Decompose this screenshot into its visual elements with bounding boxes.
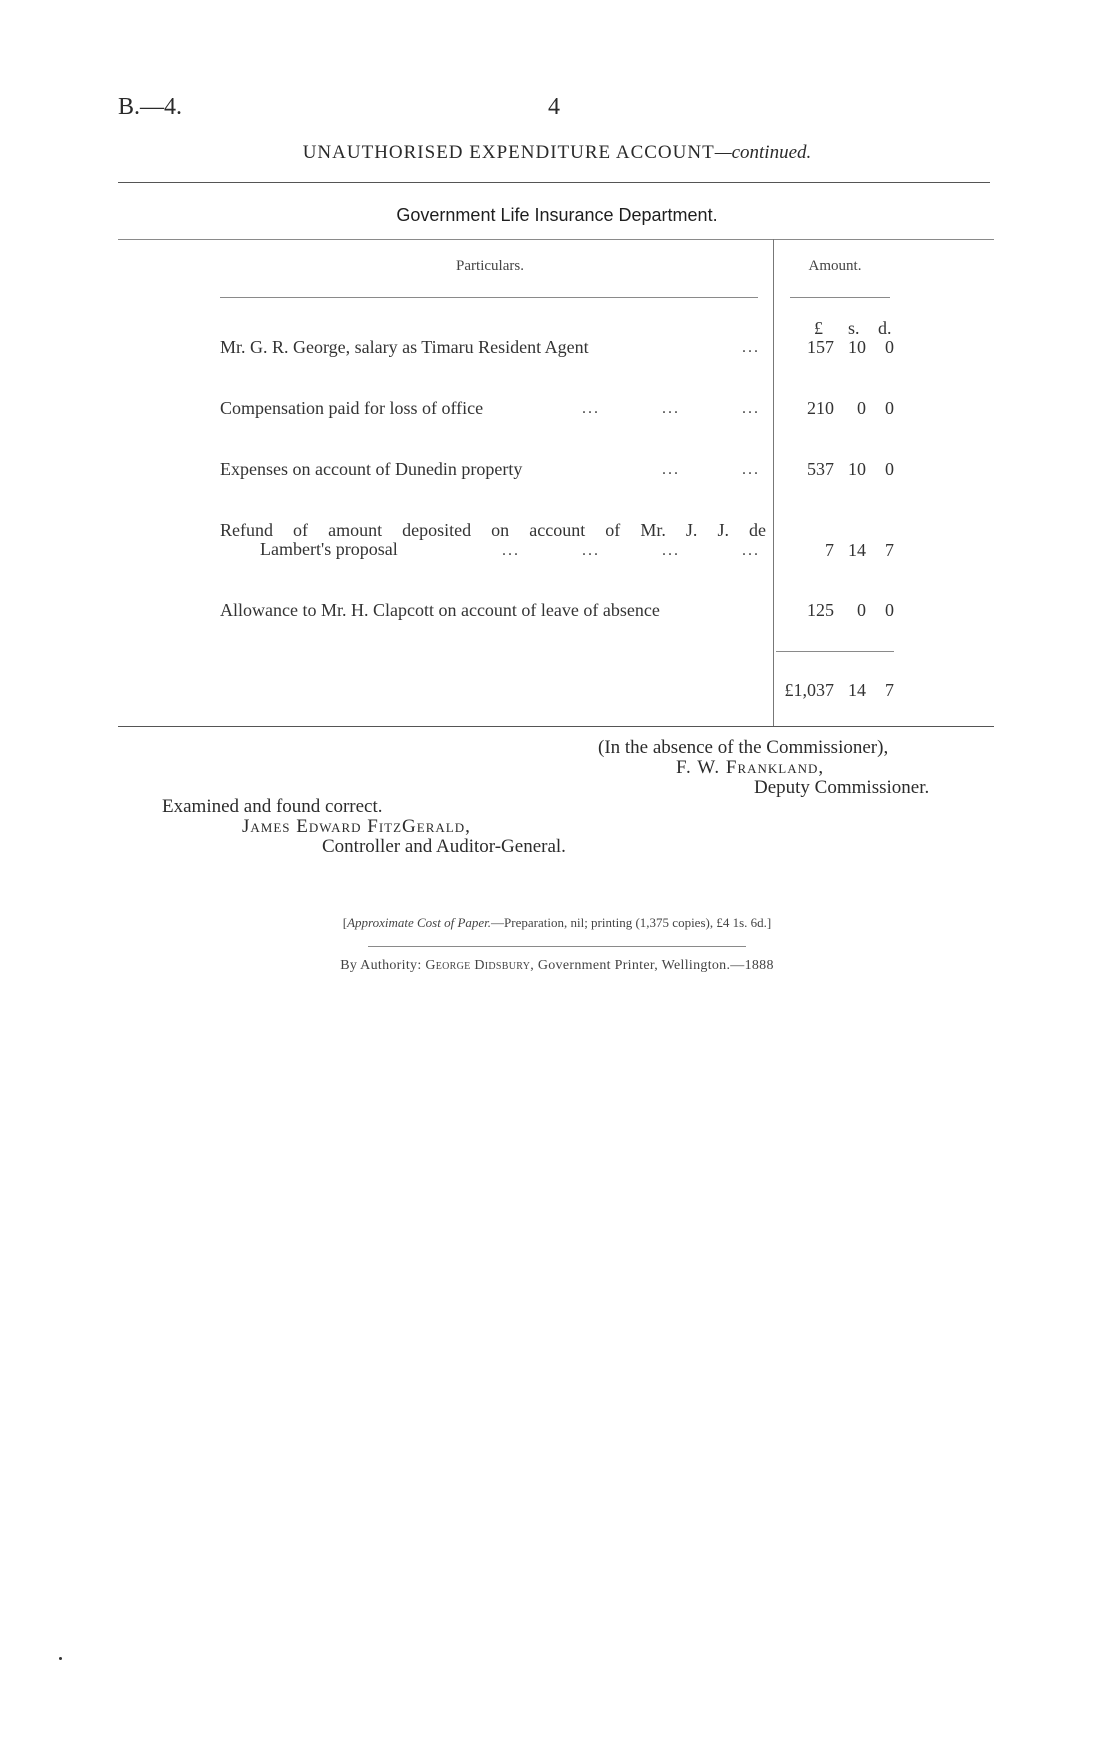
table-row	[220, 459, 522, 480]
table-top-rule	[118, 239, 994, 240]
amount-pounds: 7	[825, 540, 834, 560]
table-row	[220, 600, 660, 621]
leader-dots: ...	[582, 542, 600, 559]
cost-note-italic: Approximate Cost of Paper.	[347, 915, 492, 930]
leader-dots: ...	[742, 461, 760, 478]
amount-pounds: 210	[807, 398, 834, 418]
column-divider	[773, 239, 774, 727]
unit-pence: d.	[878, 318, 892, 338]
authority-name: George Didsbury,	[425, 958, 535, 973]
amount-shillings: 0	[857, 398, 866, 418]
column-header-amount: Amount.	[808, 258, 862, 274]
amount-shillings: 10	[848, 459, 866, 479]
cost-note-rest: —Preparation, nil; printing (1,375 copies), £4 1s. 6d.	[491, 915, 767, 930]
leader-dots: ...	[502, 542, 520, 559]
amount-pence: 0	[885, 398, 894, 418]
table-bottom-rule	[118, 726, 994, 727]
scan-speck	[59, 1657, 62, 1660]
unit-shillings: s.	[848, 318, 860, 338]
row-particulars-continued: Lambert's proposal	[260, 539, 398, 559]
row-particulars: Refund of amount deposited on account of Mr. J. J. de	[220, 520, 766, 540]
unit-pounds: £	[814, 318, 823, 338]
table-row	[220, 520, 766, 560]
page-title	[0, 142, 1114, 164]
amount-pence: 7	[885, 540, 894, 560]
row-particulars: Mr. G. R. George, salary as Timaru Resident Agent	[220, 337, 589, 357]
amount-pence: 0	[885, 459, 894, 479]
signature-deputy-title: Deputy Commissioner.	[754, 777, 930, 798]
leader-dots: ...	[742, 400, 760, 417]
signature-auditor-name: James Edward FitzGerald,	[242, 816, 471, 837]
column-header-particulars: Particulars.	[456, 258, 524, 274]
leader-dots: ...	[662, 400, 680, 417]
amount-pounds: 125	[807, 600, 834, 620]
total-rule	[776, 651, 894, 652]
leader-dots: ...	[582, 400, 600, 417]
header-rule-amount	[790, 297, 890, 298]
paper-number: B.—4.	[118, 94, 183, 120]
page-number: 4	[548, 94, 560, 120]
footer-rule	[368, 946, 746, 947]
row-particulars: Expenses on account of Dunedin property	[220, 459, 523, 479]
leader-dots: ...	[742, 339, 760, 356]
page-title-main: UNAUTHORISED EXPENDITURE ACCOUNT	[302, 142, 715, 163]
signature-deputy-name: F. W. Frankland,	[676, 757, 825, 778]
amount-pounds: 537	[807, 459, 834, 479]
title-rule	[118, 182, 990, 183]
department-heading: Government Life Insurance Department.	[396, 205, 718, 225]
authority-prefix: By Authority:	[340, 958, 422, 973]
amount-pence: 0	[885, 337, 894, 357]
row-particulars: Compensation paid for loss of office	[220, 398, 484, 418]
amount-shillings: 14	[848, 540, 866, 560]
total-pence: 7	[885, 680, 894, 700]
header-rule	[220, 297, 758, 298]
table-row	[220, 398, 483, 419]
cost-note: [Approximate Cost of Paper.—Preparation, nil; printing (1,375 copies), £4 1s. 6d.]	[342, 915, 772, 930]
leader-dots: ...	[662, 461, 680, 478]
amount-shillings: 10	[848, 337, 866, 357]
signature-auditor-line1: Examined and found correct.	[162, 796, 383, 817]
amount-pounds: 157	[807, 337, 834, 357]
authority-rest: Government Printer, Wellington.—1888	[537, 958, 774, 973]
total-pounds: £1,037	[784, 680, 834, 700]
amount-shillings: 0	[857, 600, 866, 620]
table-row	[220, 337, 589, 358]
signature-auditor-title: Controller and Auditor-General.	[322, 836, 566, 857]
total-shillings: 14	[848, 680, 866, 700]
leader-dots: ...	[742, 542, 760, 559]
printer-authority	[0, 958, 1114, 974]
amount-pence: 0	[885, 600, 894, 620]
row-particulars: Allowance to Mr. H. Clapcott on account of leave of absence	[220, 600, 660, 620]
leader-dots: ...	[662, 542, 680, 559]
page-title-suffix: —continued.	[714, 142, 812, 163]
signature-deputy-line1: (In the absence of the Commissioner),	[598, 737, 889, 758]
